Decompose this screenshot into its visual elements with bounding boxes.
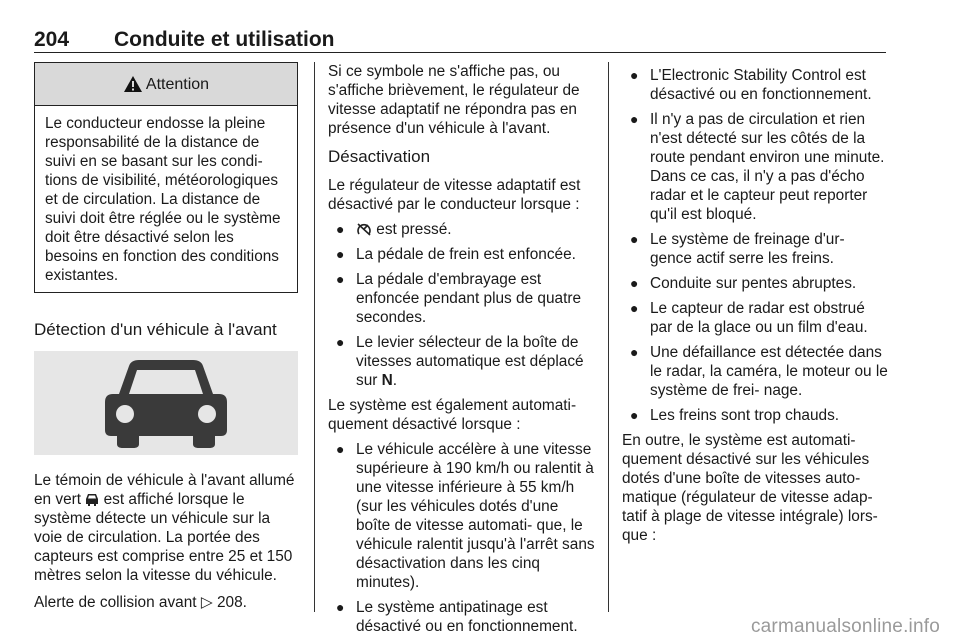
- list-item: ● Les freins sont trop chauds.: [630, 407, 840, 424]
- column-2: [328, 62, 596, 642]
- attention-title: Attention: [145, 75, 210, 93]
- list-item: ● Il n'y a pas de circulation et rien n'est détecté sur les côtés de la route pendant environ une minute. Dans ce cas, il n'y a pas d'écho radar et le capteur peut reporter qu'il est bloqué.: [630, 111, 885, 223]
- list-item: ● La pédale d'embrayage est enfoncée pendant plus de quatre secondes.: [336, 271, 582, 326]
- column-1: [34, 62, 298, 612]
- list-item: ● Le système de freinage d'ur- gence actif serre les freins.: [630, 231, 845, 267]
- attention-body: Le conducteur endosse la pleine responsabilité de la distance de suivi en se basant sur les condi- tions de visibilité, météorologiques et de circulation. La distance de suivi doit être réglée ou le système doit être désactivé selon les besoins en fonction des conditions existantes.: [45, 115, 281, 284]
- page-reference-arrow-icon: ▷: [200, 594, 213, 611]
- list-item: ● Le capteur de radar est obstrué par de la glace ou un film d'eau.: [630, 300, 868, 336]
- list-item: ● Le véhicule accélère à une vitesse supérieure à 190 km/h ou ralentit à une vitesse inférieure à 55 km/h (sur les véhicules dotés d'une boîte de vitesse automati- que, le véhicule ralentit jusqu'à l'arrêt sans désactivation dans les cinq minutes).: [336, 441, 595, 591]
- vehicle-ahead-paragraph: Le témoin de véhicule à l'avant allumé en vert est affiché lorsque le système détecte un véhicule sur la voie de circulation. La portée des capteurs est comprise entre 25 et 150 mètres selon la vitesse du véhicule.: [34, 472, 295, 584]
- section-title-vehicle-detection: Détection d'un véhicule à l'avant: [34, 320, 277, 339]
- column-3: [622, 62, 888, 545]
- list-item: ● Une défaillance est détectée dans le radar, la caméra, le moteur ou le système de frei- nage.: [630, 344, 888, 399]
- auto-deactivation-list: [328, 440, 596, 636]
- watermark: carmanualsonline.info: [750, 616, 940, 637]
- deactivation-intro: Le régulateur de vitesse adaptatif est désactivé par le conducteur lorsque :: [328, 177, 581, 213]
- column-divider: [314, 62, 315, 612]
- column-divider: [608, 62, 609, 612]
- section-title-deactivation: Désactivation: [328, 147, 431, 166]
- deactivation-list: [328, 220, 596, 390]
- page-header: [34, 28, 886, 53]
- additional-conditions-paragraph: En outre, le système est automati- quement désactivé sur les véhicules dotés d'une boîte de vitesses auto- matique (régulateur de vitesse adap- tatif à plage de vitesse intégrale) lors- que :: [622, 432, 878, 544]
- page-number: 204: [34, 28, 70, 51]
- attention-box: [34, 62, 298, 293]
- list-item: ● L'Electronic Stability Control est désactivé ou en fonctionnement.: [630, 67, 872, 103]
- list-item: ● La pédale de frein est enfoncée.: [336, 246, 576, 263]
- list-item: ● est pressé.: [336, 221, 452, 238]
- page-reference-link[interactable]: 208.: [216, 594, 247, 611]
- symbol-note: Si ce symbole ne s'affiche pas, ou s'affiche brièvement, le régulateur de vitesse adaptatif ne répondra pas en présence d'un véhicule à l'avant.: [328, 63, 580, 137]
- list-item: ● Le système antipatinage est désactivé ou en fonctionnement.: [336, 599, 578, 635]
- auto-deactivation-list-continued: [622, 66, 888, 425]
- car-front-icon: [85, 493, 99, 506]
- list-item: ● Conduite sur pentes abruptes.: [630, 275, 857, 292]
- attention-header: [35, 63, 297, 106]
- vehicle-ahead-illustration: [34, 351, 298, 455]
- page-title: Conduite et utilisation: [114, 28, 335, 51]
- warning-triangle-icon: [123, 75, 143, 93]
- collision-alert-reference: Alerte de collision avant ▷ 208.: [34, 594, 247, 611]
- cruise-cancel-icon: [356, 222, 372, 236]
- car-front-icon: [103, 358, 229, 448]
- list-item: ● Le levier sélecteur de la boîte de vitesses automatique est déplacé sur N.: [336, 334, 584, 389]
- auto-deactivation-intro: Le système est également automati- quement désactivé lorsque :: [328, 397, 577, 433]
